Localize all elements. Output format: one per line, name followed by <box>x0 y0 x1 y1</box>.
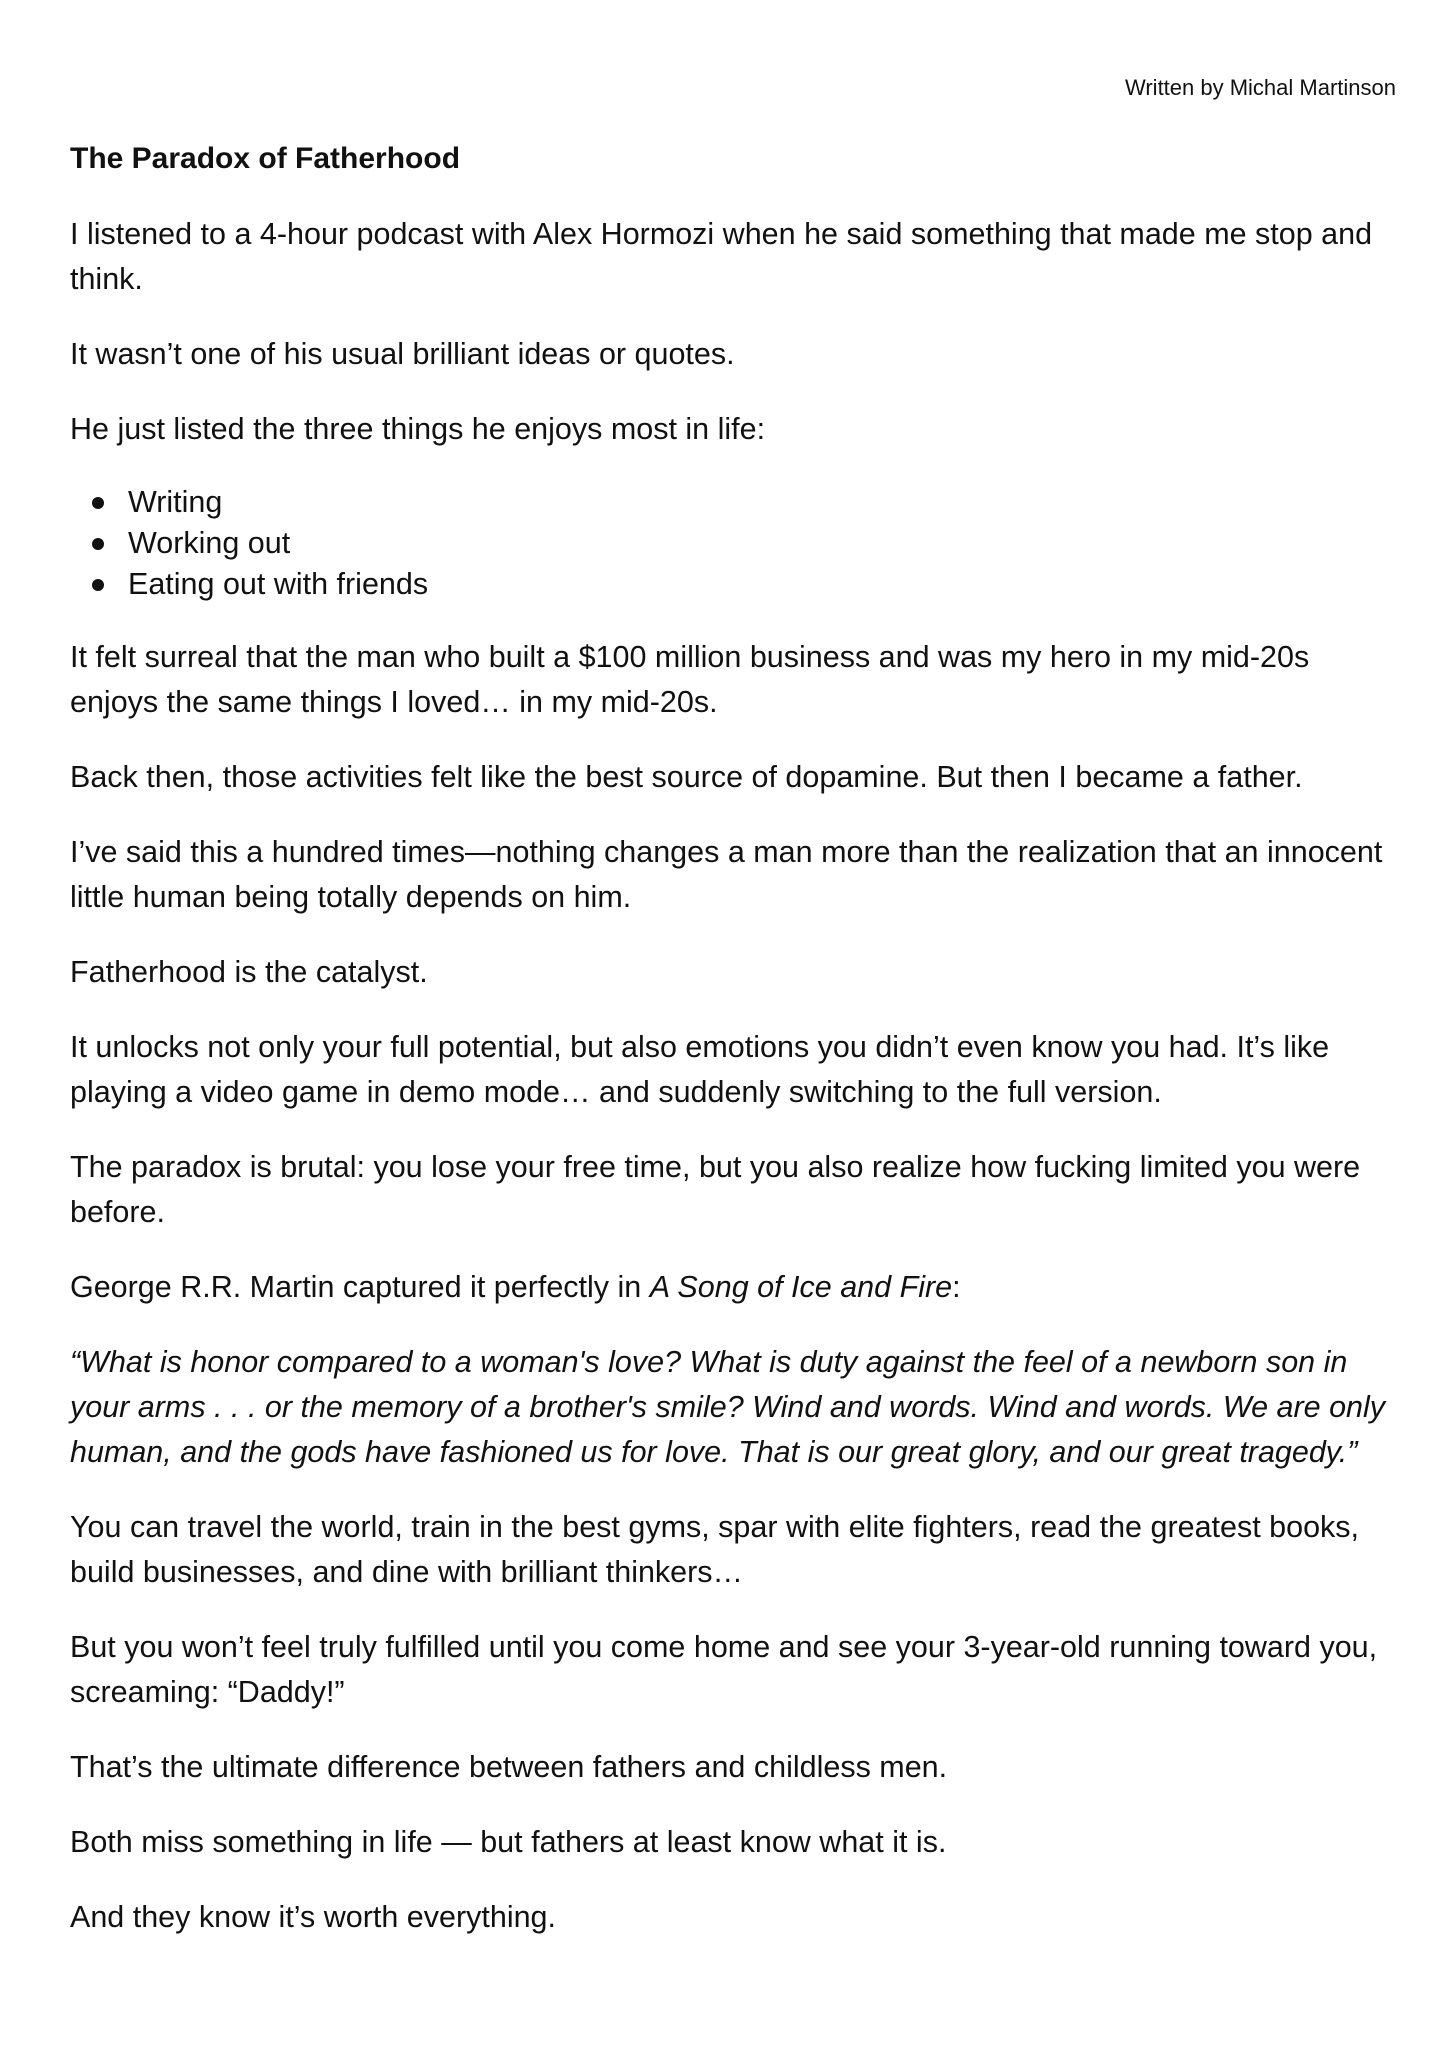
book-title: A Song of Ice and Fire <box>649 1270 953 1304</box>
list-item-text: Writing <box>128 485 223 519</box>
paragraph-4: It felt surreal that the man who built a $100 million business and was my hero in my mid-20s enjoys the same things I loved… in my mid-20s. <box>70 640 1310 719</box>
paragraph-6: I’ve said this a hundred times—nothing changes a man more than the realization that an innocent little human being totally depends on him. <box>70 835 1383 914</box>
bullet-icon <box>92 497 104 509</box>
paragraph-9: The paradox is brutal: you lose your free time, but you also realize how fucking limited you were before. <box>70 1150 1361 1229</box>
paragraph-5: Back then, those activities felt like the best source of dopamine. But then I became a father. <box>70 760 1303 794</box>
paragraph-13: That’s the ultimate difference between fathers and childless men. <box>70 1750 948 1784</box>
paragraph-7: Fatherhood is the catalyst. <box>70 955 428 989</box>
book-quote: “What is honor compared to a woman's love? What is duty against the feel of a newborn son in your arms . . . or the memory of a brother's smile? Wind and words. Wind and words. We are only human, and the gods have fashioned us for love. That is our great glory, and our great tragedy.” <box>70 1345 1386 1469</box>
bullet-icon <box>92 538 104 550</box>
article-title: The Paradox of Fatherhood <box>70 142 461 175</box>
paragraph-10-lead: George R.R. Martin captured it perfectly in <box>70 1270 650 1304</box>
paragraph-10 <box>70 1265 1400 1310</box>
list-item <box>128 523 1400 564</box>
paragraph-11: You can travel the world, train in the best gyms, spar with elite fighters, read the greatest books, build businesses, and dine with brilliant thinkers… <box>70 1510 1360 1589</box>
article-body <box>70 212 1400 1970</box>
paragraph-1: I listened to a 4-hour podcast with Alex Hormozi when he said something that made me stop and think. <box>70 217 1373 296</box>
paragraph-2: It wasn’t one of his usual brilliant ideas or quotes. <box>70 337 735 371</box>
list-item-text: Working out <box>128 526 291 560</box>
paragraph-15: And they know it’s worth everything. <box>70 1900 556 1934</box>
enjoyment-list <box>70 482 1400 605</box>
list-item-text: Eating out with friends <box>128 567 429 601</box>
paragraph-8: It unlocks not only your full potential, but also emotions you didn’t even know you had. It’s like playing a video game in demo mode… and suddenly switching to the full version. <box>70 1030 1330 1109</box>
list-item <box>128 564 1400 605</box>
bullet-icon <box>92 579 104 591</box>
author-byline: Written by Michal Martinson <box>1124 75 1396 100</box>
paragraph-12: But you won’t feel truly fulfilled until you come home and see your 3-year-old running toward you, screaming: “Daddy!” <box>70 1630 1378 1709</box>
paragraph-14: Both miss something in life — but fathers at least know what it is. <box>70 1825 947 1859</box>
paragraph-10-end: : <box>952 1270 961 1304</box>
list-item <box>128 482 1400 523</box>
paragraph-3: He just listed the three things he enjoys most in life: <box>70 412 766 446</box>
